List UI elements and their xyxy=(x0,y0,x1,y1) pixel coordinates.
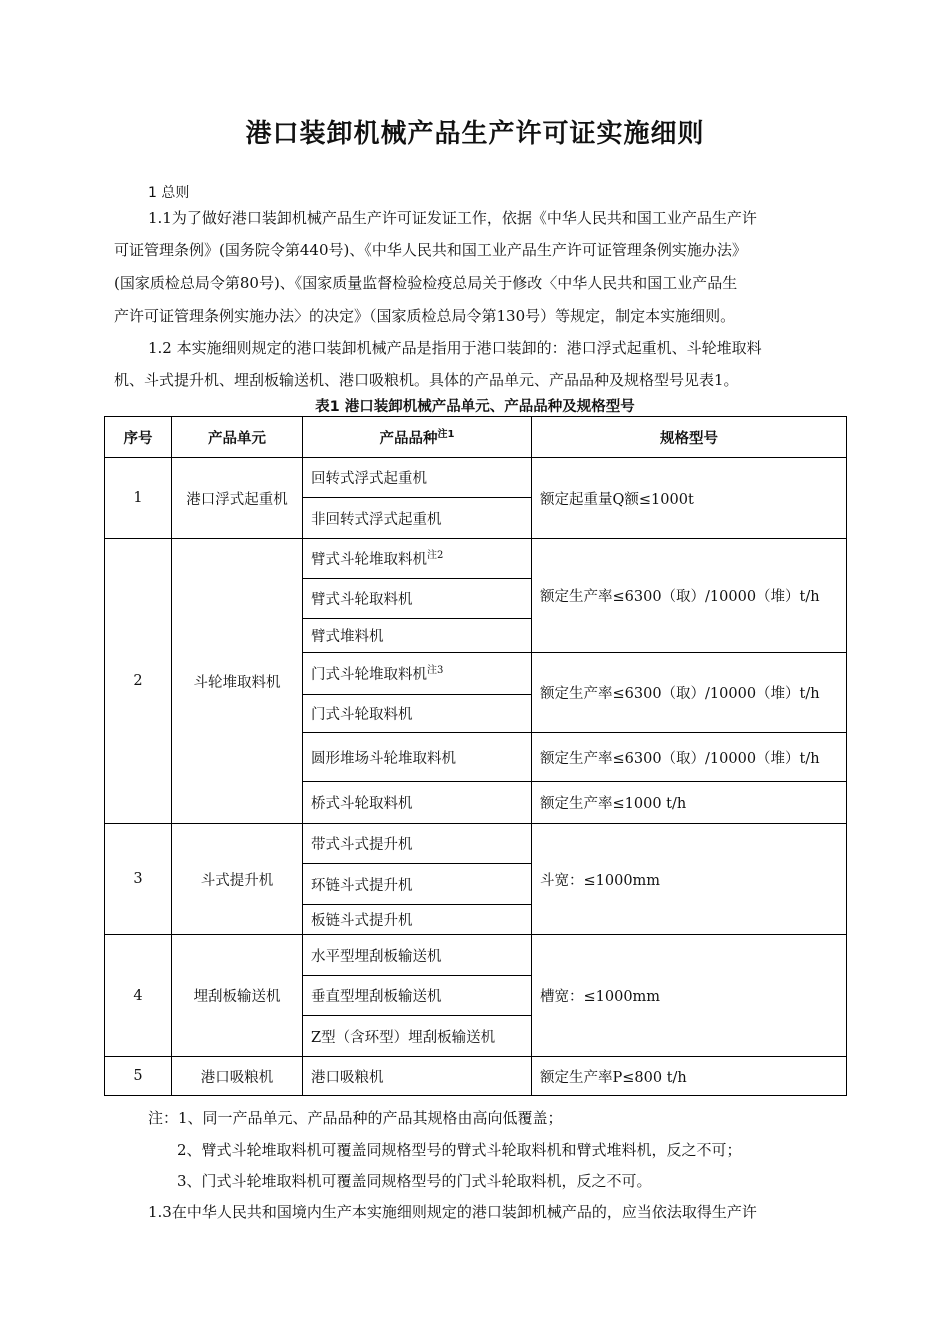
cell-variety: 港口吸粮机 xyxy=(303,1057,532,1096)
header-variety-label: 产品品种 xyxy=(379,430,438,447)
cell-spec: 额定生产率≤6300（取）/10000（堆）t/h xyxy=(532,539,847,653)
table-note: 3、门式斗轮堆取料机可覆盖同规格型号的门式斗轮取料机，反之不可。 xyxy=(177,1172,652,1190)
variety-label: 臂式斗轮堆取料机 xyxy=(311,552,427,568)
paragraph-line: (国家质检总局令第80号)、《国家质量监督检验检疫总局关于修改〈中华人民共和国工业产品生 xyxy=(114,274,738,292)
header-variety xyxy=(303,417,532,458)
cell-spec: 额定起重量Q额≤1000t xyxy=(532,458,847,539)
cell-unit: 埋刮板输送机 xyxy=(172,935,303,1057)
product-table xyxy=(104,416,847,1096)
cell-variety: 垂直型埋刮板输送机 xyxy=(303,976,532,1016)
cell-variety: 臂式堆料机 xyxy=(303,619,532,653)
cell-variety: 非回转式浮式起重机 xyxy=(303,498,532,539)
cell-spec: 额定生产率≤1000 t/h xyxy=(532,782,847,824)
cell-variety: 水平型埋刮板输送机 xyxy=(303,935,532,976)
table-caption: 表1 港口装卸机械产品单元、产品品种及规格型号 xyxy=(315,399,635,415)
table-row xyxy=(105,824,847,864)
table-header-row xyxy=(105,417,847,458)
cell-variety: 圆形堆场斗轮堆取料机 xyxy=(303,733,532,782)
paragraph-line: 机、斗式提升机、埋刮板输送机、港口吸粮机。具体的产品单元、产品品种及规格型号见表1。 xyxy=(114,371,739,389)
paragraph-line: 可证管理条例》(国务院令第440号)、《中华人民共和国工业产品生产许可证管理条例实施办法》 xyxy=(114,241,747,259)
cell-variety: 桥式斗轮取料机 xyxy=(303,782,532,824)
cell-spec: 斗宽：≤1000mm xyxy=(532,824,847,935)
footnote-ref: 注2 xyxy=(427,550,444,561)
cell-seq: 2 xyxy=(105,539,172,824)
cell-unit: 港口吸粮机 xyxy=(172,1057,303,1096)
cell-seq: 5 xyxy=(105,1057,172,1096)
cell-unit: 港口浮式起重机 xyxy=(172,458,303,539)
cell-spec: 额定生产率≤6300（取）/10000（堆）t/h xyxy=(532,733,847,782)
cell-spec: 额定生产率≤6300（取）/10000（堆）t/h xyxy=(532,653,847,733)
cell-variety: 带式斗式提升机 xyxy=(303,824,532,864)
cell-seq: 1 xyxy=(105,458,172,539)
cell-unit: 斗式提升机 xyxy=(172,824,303,935)
cell-seq: 3 xyxy=(105,824,172,935)
cell-variety xyxy=(303,653,532,695)
section-heading: 1 总则 xyxy=(148,185,190,201)
table-note: 注：1、同一产品单元、产品品种的产品其规格由高向低覆盖； xyxy=(148,1109,563,1127)
cell-spec: 槽宽：≤1000mm xyxy=(532,935,847,1057)
variety-label: 门式斗轮堆取料机 xyxy=(311,667,427,683)
table-note: 2、臂式斗轮堆取料机可覆盖同规格型号的臂式斗轮取料机和臂式堆料机，反之不可； xyxy=(177,1141,742,1159)
footnote-ref: 注1 xyxy=(437,428,455,440)
cell-seq: 4 xyxy=(105,935,172,1057)
table-row xyxy=(105,935,847,976)
page-title: 港口装卸机械产品生产许可证实施细则 xyxy=(245,119,705,149)
cell-spec: 额定生产率P≤800 t/h xyxy=(532,1057,847,1096)
cell-variety: 板链斗式提升机 xyxy=(303,905,532,935)
cell-variety: 环链斗式提升机 xyxy=(303,864,532,905)
cell-variety: Z型（含环型）埋刮板输送机 xyxy=(303,1016,532,1057)
table-row xyxy=(105,539,847,579)
paragraph-line: 1.1为了做好港口装卸机械产品生产许可证发证工作，依据《中华人民共和国工业产品生产许 xyxy=(148,209,757,227)
table-row xyxy=(105,1057,847,1096)
cell-variety: 回转式浮式起重机 xyxy=(303,458,532,498)
table-row xyxy=(105,458,847,498)
header-seq: 序号 xyxy=(105,417,172,458)
paragraph-line: 产许可证管理条例实施办法〉的决定》（国家质检总局令第130号）等规定，制定本实施细则。 xyxy=(114,307,736,325)
cell-unit: 斗轮堆取料机 xyxy=(172,539,303,824)
cell-variety xyxy=(303,539,532,579)
cell-variety: 臂式斗轮取料机 xyxy=(303,579,532,619)
paragraph-line: 1.3在中华人民共和国境内生产本实施细则规定的港口装卸机械产品的，应当依法取得生产许 xyxy=(148,1203,757,1221)
cell-variety: 门式斗轮取料机 xyxy=(303,695,532,733)
footnote-ref: 注3 xyxy=(427,665,444,676)
header-spec: 规格型号 xyxy=(532,417,847,458)
header-unit: 产品单元 xyxy=(172,417,303,458)
paragraph-line: 1.2 本实施细则规定的港口装卸机械产品是指用于港口装卸的：港口浮式起重机、斗轮堆取料 xyxy=(148,339,762,357)
